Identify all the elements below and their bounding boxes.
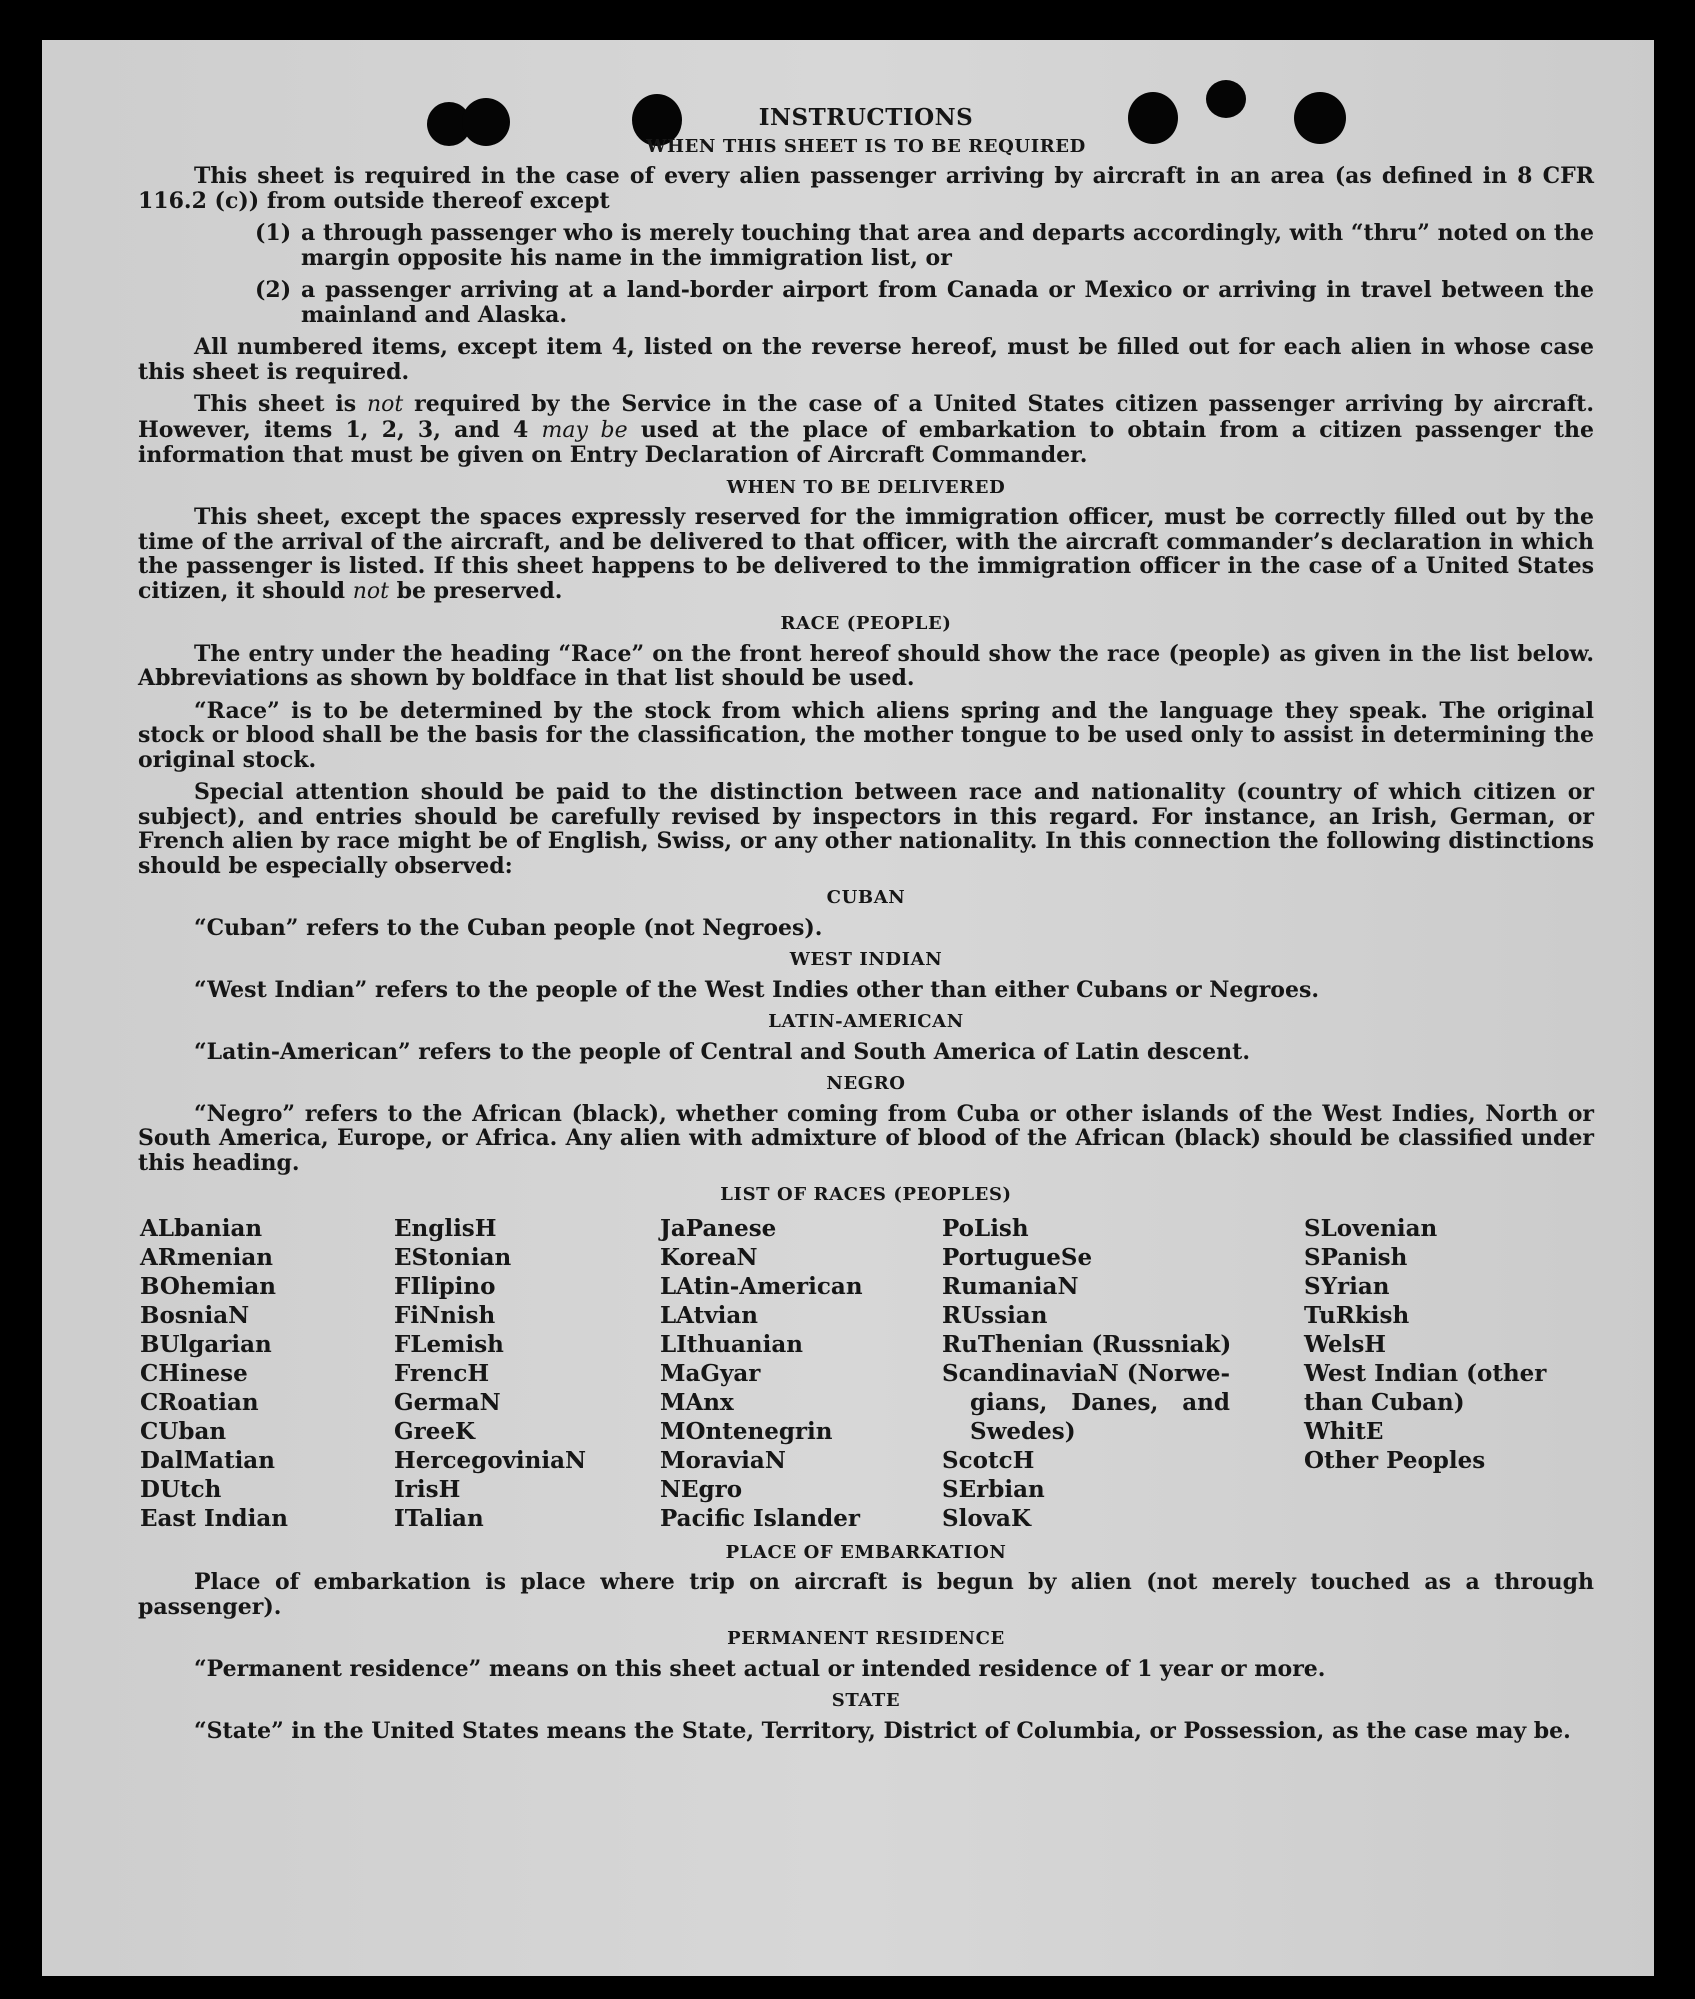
instructions-text — [138, 106, 1594, 1751]
list-item: FiNnish — [394, 1301, 496, 1329]
list-item: than Cuban) — [1304, 1388, 1465, 1416]
list-item: ALbanian — [140, 1214, 263, 1242]
list-item: PortugueSe — [942, 1243, 1093, 1271]
list-item: Pacific Islander — [660, 1504, 860, 1532]
list-item: KoreaN — [660, 1243, 758, 1271]
italic-span: not — [367, 392, 404, 417]
list-item: MAnx — [660, 1388, 734, 1416]
heading-cuban: CUBAN — [826, 887, 906, 908]
list-item: HercegoviniaN — [394, 1446, 587, 1474]
bold-span: boldface — [471, 665, 577, 691]
races-column — [660, 1214, 942, 1533]
list-item: SLovenian — [1304, 1214, 1438, 1242]
heading-residence: PERMANENT RESIDENCE — [727, 1628, 1005, 1649]
heading-latin-american: LATIN-AMERICAN — [768, 1011, 964, 1032]
paragraph-delivered — [138, 505, 1594, 604]
paragraph-citizen — [138, 392, 1594, 468]
races-column — [140, 1214, 394, 1533]
text-span: The entry under the heading “Race” on the front hereof should show the race (people) as given in the list below. Abbreviations as shown by — [138, 640, 1594, 691]
list-item: WhitE — [1304, 1417, 1384, 1445]
list-item — [255, 278, 1594, 327]
paragraph-latin-american: “Latin-American” refers to the people of Central and South America of Latin descent. — [194, 1038, 1250, 1065]
list-item: JaPanese — [660, 1214, 777, 1242]
list-item: CRoatian — [140, 1388, 259, 1416]
list-item: RUssian — [942, 1301, 1048, 1329]
list-item: CUban — [140, 1417, 227, 1445]
paragraph-race-3: Special attention should be paid to the distinction between race and nationality (country of which citizen or subject), and entries should be carefully revised by inspectors in this regard. For instance, an Irish, German, or French alien by race might be of English, Swiss, or any other nationality. In this connection the following distinctions should be especially observed: — [138, 779, 1594, 879]
list-item: BosniaN — [140, 1301, 250, 1329]
list-item: MoraviaN — [660, 1446, 786, 1474]
list-item: ITalian — [394, 1504, 484, 1532]
list-item: RumaniaN — [942, 1272, 1079, 1300]
list-item: GermaN — [394, 1388, 501, 1416]
italic-span: may be — [541, 417, 628, 443]
paragraph-embarkation: Place of embarkation is place where trip on aircraft is begun by alien (not merely touched as a through passenger). — [138, 1569, 1594, 1620]
paragraph-intro: This sheet is required in the case of every alien passenger arriving by aircraft in an area (as defined in 8 CFR 116.2 (c)) from outside thereof except — [138, 163, 1594, 214]
italic-span: not — [352, 578, 389, 604]
list-item: DUtch — [140, 1475, 222, 1503]
list-item: FrencH — [394, 1359, 490, 1387]
paragraph-race-1 — [138, 642, 1594, 691]
list-item: SYrian — [1304, 1272, 1390, 1300]
list-item: ScotcH — [942, 1446, 1035, 1474]
heading-negro: NEGRO — [826, 1073, 906, 1094]
paragraph-negro: “Negro” refers to the African (black), whether coming from Cuba or other islands of the West Indies, North or South America, Europe, or Africa. Any alien with admixture of blood of the African (black) should be classified under this heading. — [138, 1100, 1594, 1176]
item-text: a passenger arriving at a land-border airport from Canada or Mexico or arriving in travel between the mainland and Alaska. — [301, 277, 1594, 328]
list-item: SErbian — [942, 1475, 1045, 1503]
list-item: Swedes) — [970, 1417, 1076, 1445]
heading-state: STATE — [831, 1690, 901, 1711]
paragraph-state: “State” in the United States means the State, Territory, District of Columbia, or Possession, as the case may be. — [194, 1717, 1571, 1744]
list-item: CHinese — [140, 1359, 248, 1387]
list-item: FIlipino — [394, 1272, 496, 1300]
paragraph-numbered-items: All numbered items, except item 4, listed on the reverse hereof, must be filled out for each alien in whose case this sheet is required. — [138, 334, 1594, 385]
list-item: PoLish — [942, 1214, 1029, 1242]
list-item: gians, Danes, and — [970, 1388, 1230, 1416]
list-item: LAtin-American — [660, 1272, 863, 1300]
text-span: required by the Service in the case of a United States citizen passenger arriving by aircraft. However, items 1, 2, 3, and 4 — [138, 391, 1594, 443]
list-item: TuRkish — [1304, 1301, 1410, 1329]
paragraph-residence: “Permanent residence” means on this sheet actual or intended residence of 1 year or more. — [194, 1655, 1326, 1682]
list-item: ARmenian — [140, 1243, 274, 1271]
paragraph-cuban: “Cuban” refers to the Cuban people (not Negroes). — [194, 914, 823, 941]
list-item: DalMatian — [140, 1446, 275, 1474]
text-span: in that list should be used. — [576, 665, 915, 691]
races-column — [942, 1214, 1304, 1533]
list-item: NEgro — [660, 1475, 743, 1503]
list-item — [255, 221, 1594, 270]
list-item: LAtvian — [660, 1301, 758, 1329]
list-item: RuThenian (Russniak) — [942, 1330, 1232, 1358]
list-item: IrisH — [394, 1475, 461, 1503]
list-item: EStonian — [394, 1243, 512, 1271]
item-number: (1) — [255, 220, 292, 246]
list-item: FLemish — [394, 1330, 504, 1358]
list-item: Other Peoples — [1304, 1446, 1486, 1474]
heading-list-of-races: LIST OF RACES (PEOPLES) — [720, 1184, 1012, 1205]
heading-embarkation: PLACE OF EMBARKATION — [725, 1541, 1007, 1563]
list-item: ScandinaviaN (Norwe- — [942, 1359, 1231, 1387]
heading-required: WHEN THIS SHEET IS TO BE REQUIRED — [646, 135, 1086, 157]
page-title: INSTRUCTIONS — [758, 104, 974, 131]
text-span: be preserved. — [388, 577, 563, 604]
item-number: (2) — [255, 277, 292, 303]
text-span: This sheet is — [194, 391, 367, 417]
list-item: West Indian (other — [1304, 1359, 1547, 1387]
list-item: EnglisH — [394, 1214, 497, 1242]
list-item: SPanish — [1304, 1243, 1408, 1271]
races-column — [1304, 1214, 1564, 1533]
list-item: East Indian — [140, 1504, 288, 1532]
list-item: LIthuanian — [660, 1330, 803, 1358]
item-text: a through passenger who is merely touching that area and departs accordingly, with “thru” noted on the margin opposite his name in the immigration list, or — [301, 220, 1594, 271]
text-span: This sheet, except the spaces expressly reserved for the immigration officer, must be correctly filled out by the time of the arrival of the aircraft, and be delivered to that officer, with the aircraft commander’s declaration in which the passenger is listed. If this sheet happens to be delivered to the immigration officer in the case of a United States citizen, it should — [138, 504, 1594, 604]
paragraph-west-indian: “West Indian” refers to the people of the West Indies other than either Cubans or Negroes. — [194, 976, 1320, 1003]
races-column — [394, 1214, 660, 1533]
document-sheet — [42, 40, 1654, 1976]
text-span: used at the place of embarkation to obtain from a citizen passenger the information that must be given on Entry Declaration of Aircraft Commander. — [138, 416, 1594, 468]
paragraph-race-2: “Race” is to be determined by the stock from which aliens spring and the language they speak. The original stock or blood shall be the basis for the classification, the mother tongue to be used only to assist in determining the original stock. — [138, 697, 1594, 773]
heading-west-indian: WEST INDIAN — [789, 949, 943, 970]
list-item: BUlgarian — [140, 1330, 272, 1358]
list-item: GreeK — [394, 1417, 476, 1445]
list-item: BOhemian — [140, 1272, 276, 1300]
list-item: WelsH — [1304, 1330, 1387, 1358]
heading-delivered: WHEN TO BE DELIVERED — [726, 476, 1006, 498]
list-item: MOntenegrin — [660, 1417, 833, 1445]
list-item: MaGyar — [660, 1359, 761, 1387]
races-list — [140, 1214, 1594, 1533]
heading-race: RACE (PEOPLE) — [780, 613, 952, 634]
list-item: SlovaK — [942, 1504, 1031, 1532]
